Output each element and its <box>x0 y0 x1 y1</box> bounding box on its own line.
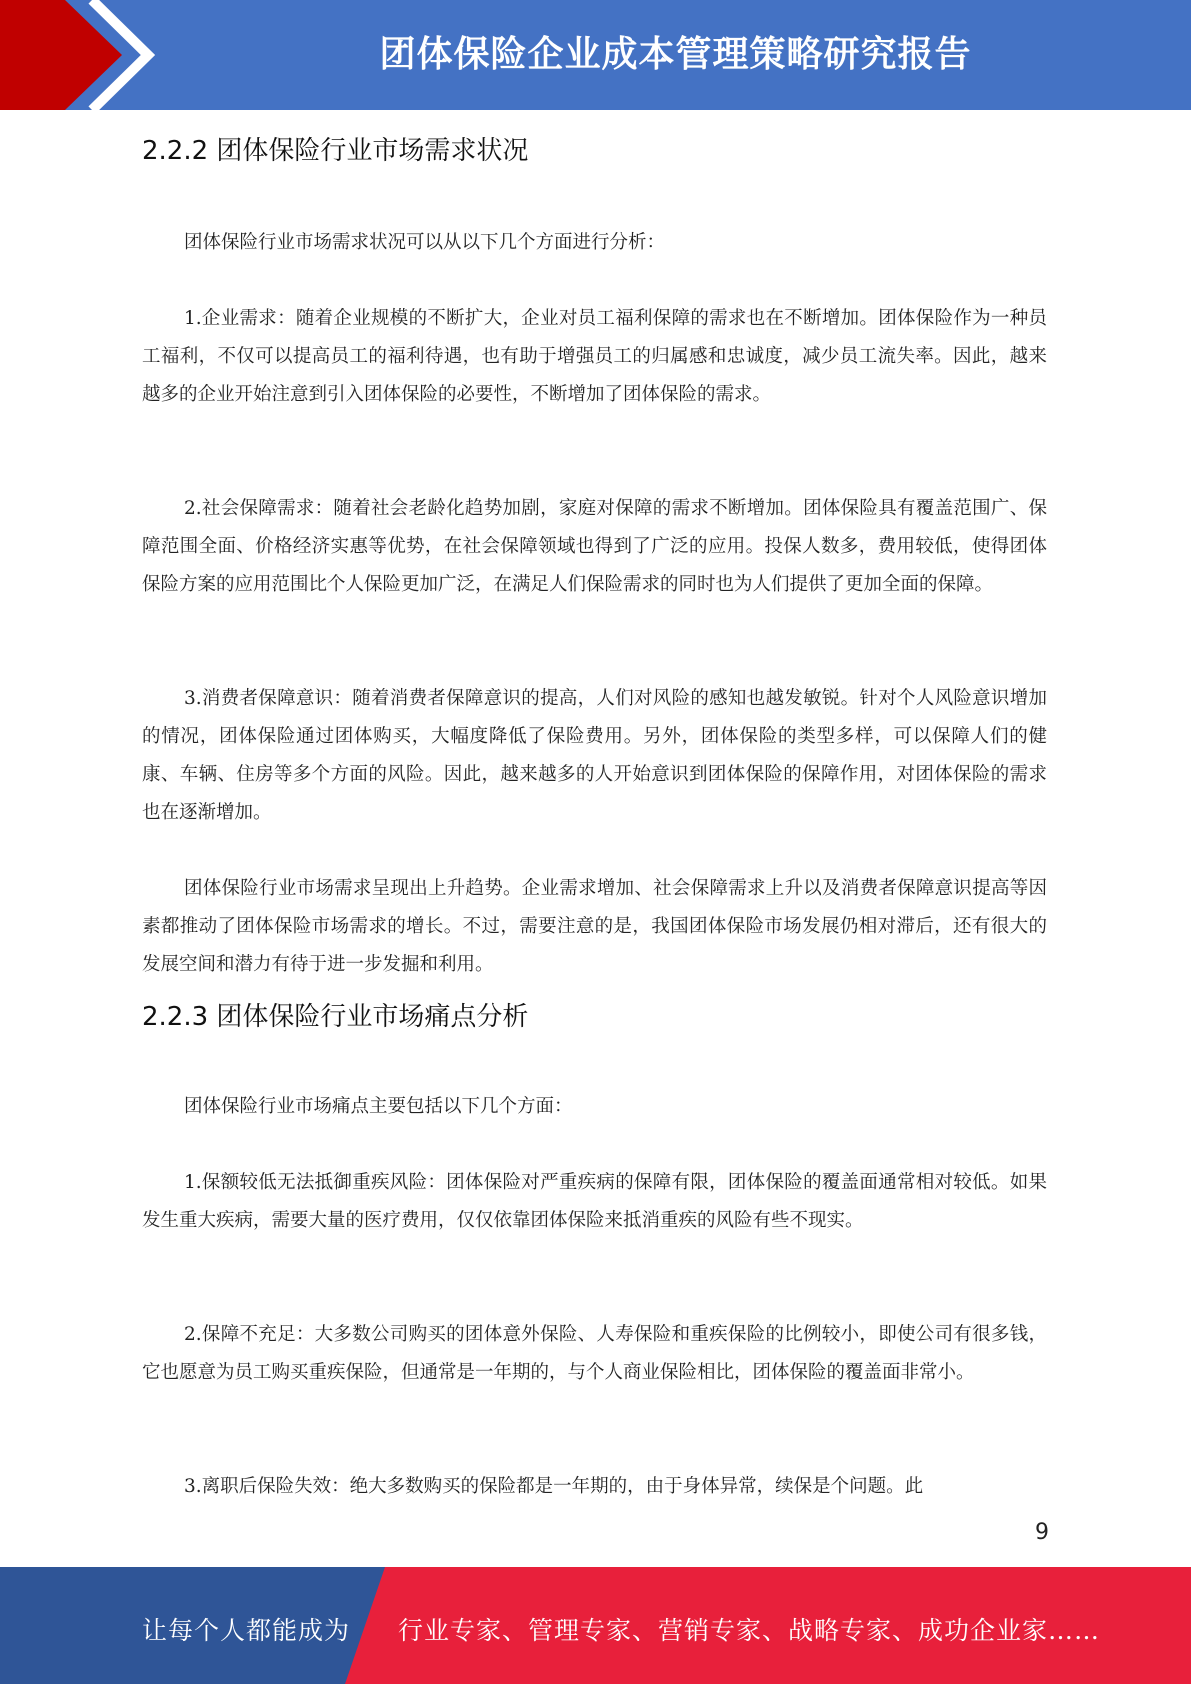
page-header <box>0 0 1191 110</box>
section-heading-2-2-3: 2.2.3 团体保险行业市场痛点分析 <box>142 1002 529 1032</box>
paragraph: 团体保险行业市场痛点主要包括以下几个方面： <box>184 1096 573 1117</box>
page-number: 9 <box>1035 1520 1049 1545</box>
page-footer <box>0 1567 1191 1684</box>
report-title: 团体保险企业成本管理策略研究报告 <box>379 34 972 75</box>
footer-slogan-right: 行业专家、管理专家、营销专家、战略专家、成功企业家…… <box>398 1616 1101 1645</box>
paragraph: 团体保险行业市场需求呈现出上升趋势。企业需求增加、社会保障需求上升以及消费者保障意识提高等因素都推动了团体保险市场需求的增长。不过，需要注意的是，我国团体保险市场发展仍相对滞后，还有很大的发展空间和潜力有待于进一步发掘和利用。 <box>142 878 1047 975</box>
section-heading-2-2-2: 2.2.2 团体保险行业市场需求状况 <box>142 136 529 166</box>
paragraph: 1.保额较低无法抵御重疾风险：团体保险对严重疾病的保障有限，团体保险的覆盖面通常相对较低。如果发生重大疾病，需要大量的医疗费用，仅仅依靠团体保险来抵消重疾的风险有些不现实。 <box>142 1172 1047 1231</box>
footer-slogan-left: 让每个人都能成为 <box>142 1616 351 1645</box>
paragraph: 2.社会保障需求：随着社会老龄化趋势加剧，家庭对保障的需求不断增加。团体保险具有覆盖范围广、保障范围全面、价格经济实惠等优势，在社会保障领域也得到了广泛的应用。投保人数多，费用较低，使得团体保险方案的应用范围比个人保险更加广泛，在满足人们保险需求的同时也为人们提供了更加全面的保障。 <box>142 498 1047 595</box>
paragraph: 3.消费者保障意识：随着消费者保障意识的提高，人们对风险的感知也越发敏锐。针对个人风险意识增加的情况，团体保险通过团体购买，大幅度降低了保险费用。另外，团体保险的类型多样，可以保障人们的健康、车辆、住房等多个方面的风险。因此，越来越多的人开始意识到团体保险的保障作用，对团体保险的需求也在逐渐增加。 <box>142 688 1047 823</box>
paragraph: 1.企业需求：随着企业规模的不断扩大，企业对员工福利保障的需求也在不断增加。团体保险作为一种员工福利，不仅可以提高员工的福利待遇，也有助于增强员工的归属感和忠诚度，减少员工流失率。因此，越来越多的企业开始注意到引入团体保险的必要性，不断增加了团体保险的需求。 <box>142 308 1047 405</box>
paragraph: 团体保险行业市场需求状况可以从以下几个方面进行分析： <box>184 232 666 253</box>
paragraph: 3.离职后保险失效：绝大多数购买的保险都是一年期的，由于身体异常，续保是个问题。此 <box>184 1476 924 1497</box>
paragraph: 2.保障不充足：大多数公司购买的团体意外保险、人寿保险和重疾保险的比例较小，即使公司有很多钱，它也愿意为员工购买重疾保险，但通常是一年期的，与个人商业保险相比，团体保险的覆盖面非常小。 <box>142 1324 1047 1383</box>
